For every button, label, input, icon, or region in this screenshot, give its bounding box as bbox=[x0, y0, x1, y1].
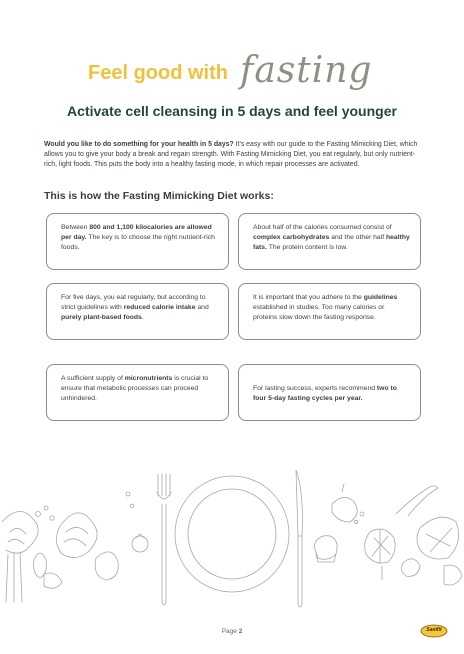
info-card-text bbox=[253, 293, 410, 323]
card-text: For five days, you eat regularly, but according to strict guidelines with bbox=[61, 294, 206, 311]
table-setting-illustration bbox=[0, 462, 464, 612]
vegetables-right-icon bbox=[314, 484, 462, 585]
card-text-emphasis: micronutrients bbox=[124, 375, 173, 382]
info-card bbox=[46, 364, 229, 421]
intro-question: Would you like to do something for your health in 5 days? bbox=[44, 141, 234, 148]
info-card-text bbox=[61, 374, 218, 404]
page-title-script: fasting bbox=[240, 50, 373, 91]
card-text: is crucial to ensure that metabolic processes can proceed unhindered. bbox=[61, 375, 209, 402]
card-text: The protein content is low. bbox=[266, 244, 348, 251]
card-text-emphasis: healthy fats. bbox=[253, 234, 410, 251]
page-title: Feel good with bbox=[88, 62, 228, 84]
card-text: established in studies. Too many calories or proteins slow down the fasting response. bbox=[253, 304, 385, 321]
card-text: About half of the calories consumed consist of bbox=[253, 224, 392, 231]
info-card bbox=[46, 283, 229, 340]
card-text: . bbox=[141, 314, 144, 321]
fork-icon bbox=[157, 474, 171, 605]
vegetables-left-icon bbox=[2, 492, 148, 602]
card-text-emphasis: purely plant-based foods bbox=[61, 314, 142, 321]
card-text-emphasis: complex carbohydrates bbox=[253, 234, 330, 241]
card-text-emphasis: 800 and 1,100 kilocalories are allowed per day. bbox=[61, 224, 212, 241]
plate-icon bbox=[175, 476, 289, 592]
card-text-emphasis: reduced calorie intake bbox=[123, 304, 196, 311]
card-text-emphasis: guidelines bbox=[363, 294, 398, 301]
info-card bbox=[238, 283, 421, 340]
page-number: Page 2 bbox=[221, 628, 243, 635]
page-subtitle: Activate cell cleansing in 5 days and feel younger bbox=[67, 103, 397, 119]
card-text: Between bbox=[61, 224, 90, 231]
card-text: It is important that you adhere to the bbox=[253, 294, 364, 301]
card-text: and bbox=[195, 304, 209, 311]
knife-icon bbox=[296, 470, 302, 607]
info-card bbox=[238, 364, 421, 421]
intro-text: It's easy with our guide to the Fasting Mimicking Diet, which allows you to give your body a break and regain strength. With Fasting Mimicking Diet, you eat regularly, but only nutrient-rich, light foods. This puts the body into a healthy fasting mode, in which repair processes are activated. bbox=[44, 141, 418, 169]
brand-logo-text: Sanifit bbox=[426, 627, 442, 633]
info-card-text bbox=[253, 374, 410, 404]
section-heading: This is how the Fasting Mimicking Diet works: bbox=[44, 190, 274, 202]
card-text-emphasis: two to four 5-day fasting cycles per year. bbox=[253, 385, 397, 402]
info-card bbox=[238, 213, 421, 270]
title-row bbox=[0, 52, 464, 98]
info-card-text bbox=[61, 223, 218, 253]
info-card-text bbox=[61, 293, 218, 323]
card-text: The key is to choose the right nutrient-rich foods. bbox=[61, 234, 215, 251]
card-text: A sufficient supply of bbox=[61, 375, 125, 382]
info-card-text bbox=[253, 223, 410, 253]
intro-paragraph bbox=[44, 140, 428, 171]
info-card bbox=[46, 213, 229, 270]
card-text: For lasting success, experts recommend bbox=[253, 385, 377, 392]
card-text: and the other half bbox=[329, 234, 386, 241]
